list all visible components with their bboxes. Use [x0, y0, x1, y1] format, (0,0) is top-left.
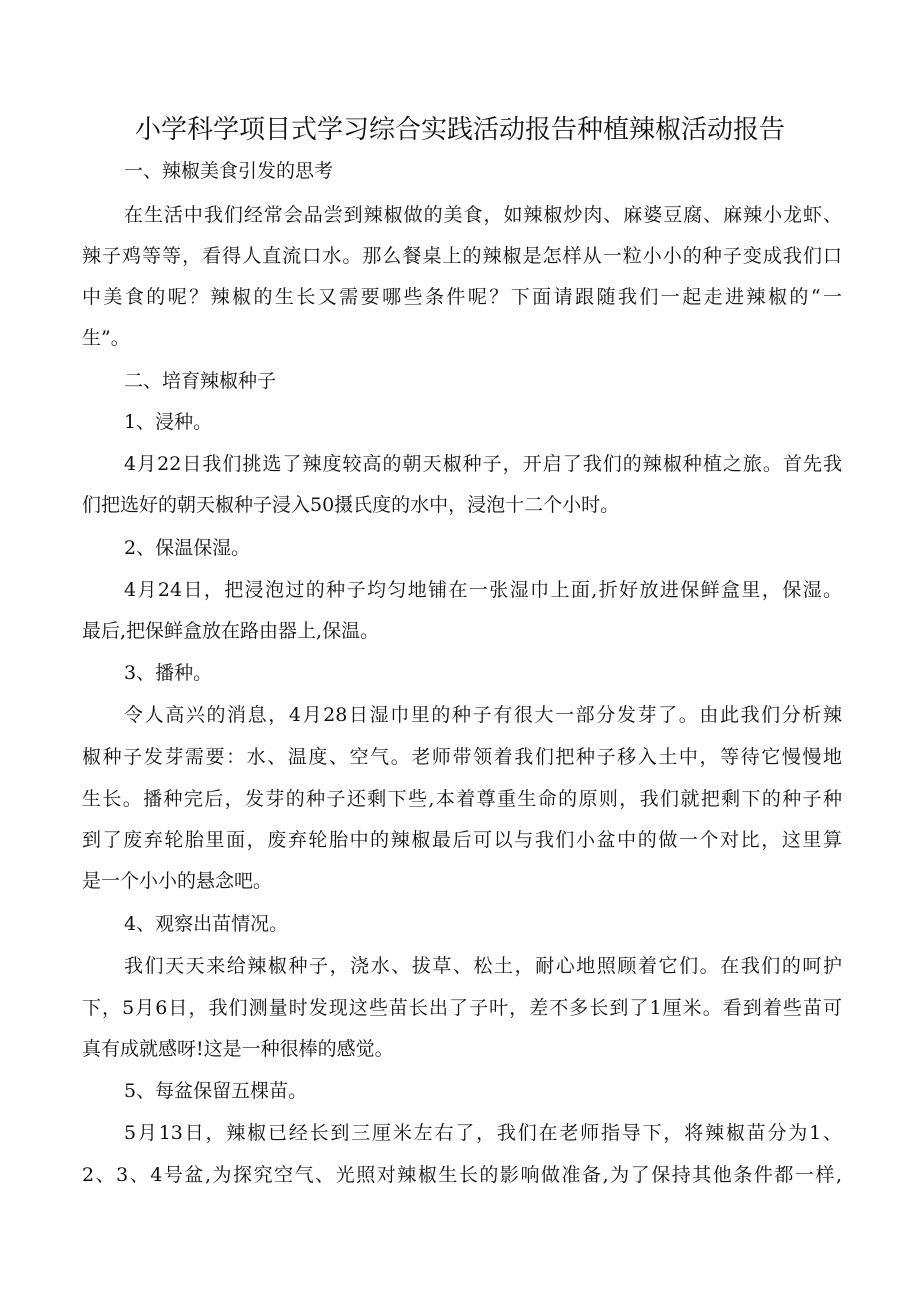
- paragraph-line: 下，5月6日，我们测量时发现这些苗长出了子叶，差不多长到了1厘米。看到着些苗可: [82, 997, 842, 1019]
- paragraph-line: 到了废弃轮胎里面，废弃轮胎中的辣椒最后可以与我们小盆中的做一个对比，这里算: [82, 829, 842, 851]
- step-heading: 3、播种。: [124, 662, 213, 684]
- paragraph-line: 辣子鸡等等，看得人直流口水。那么餐桌上的辣椒是怎样从一粒小小的种子变成我们口: [82, 245, 842, 267]
- section-heading-2: 二、培育辣椒种子: [124, 370, 277, 392]
- paragraph-line: 中美食的呢？辣椒的生长又需要哪些条件呢？下面请跟随我们一起走进辣椒的“一: [82, 286, 842, 308]
- paragraph-line: 我们天天来给辣椒种子，浇水、拔草、松土，耐心地照顾着它们。在我们的呵护: [124, 955, 842, 977]
- document-title: 小学科学项目式学习综合实践活动报告种植辣椒活动报告: [134, 115, 785, 145]
- step-heading: 4、观察出苗情况。: [124, 913, 289, 935]
- paragraph-line: 在生活中我们经常会品尝到辣椒做的美食，如辣椒炒肉、麻婆豆腐、麻辣小龙虾、: [124, 204, 842, 226]
- paragraph-line: 生”。: [82, 327, 130, 349]
- paragraph-line: 最后,把保鲜盒放在路由器上,保温。: [82, 620, 380, 642]
- paragraph-line: 椒种子发芽需要：水、温度、空气。老师带领着我们把种子移入土中，等待它慢慢地: [82, 746, 842, 768]
- paragraph-line: 生长。播种完后，发芽的种子还剩下些,本着尊重生命的原则，我们就把剩下的种子种: [82, 788, 842, 810]
- section-heading-1: 一、辣椒美食引发的思考: [124, 160, 334, 182]
- step-heading: 2、保温保湿。: [124, 537, 251, 559]
- paragraph-line: 令人高兴的消息，4月28日湿巾里的种子有很大一部分发芽了。由此我们分析辣: [124, 704, 842, 726]
- paragraph-line: 4月24日，把浸泡过的种子均匀地铺在一张湿巾上面,折好放进保鲜盒里，保湿。: [124, 579, 842, 601]
- paragraph-line: 真有成就感呀!这是一种很棒的感觉。: [82, 1038, 394, 1060]
- paragraph-line: 5月13日，辣椒已经长到三厘米左右了，我们在老师指导下，将辣椒苗分为1、: [124, 1122, 842, 1144]
- paragraph-line: 们把选好的朝天椒种子浸入50摄氏度的水中，浸泡十二个小时。: [82, 494, 620, 516]
- step-heading: 5、每盆保留五棵苗。: [124, 1080, 308, 1102]
- step-heading: 1、浸种。: [124, 411, 213, 433]
- paragraph-line: 是一个小小的悬念吧。: [82, 870, 273, 892]
- paragraph-line: 2、3、4号盆,为探究空气、光照对辣椒生长的影响做准备,为了保持其他条件都一样,: [82, 1164, 842, 1186]
- paragraph-line: 4月22日我们挑选了辣度较高的朝天椒种子，开启了我们的辣椒种植之旅。首先我: [124, 453, 842, 475]
